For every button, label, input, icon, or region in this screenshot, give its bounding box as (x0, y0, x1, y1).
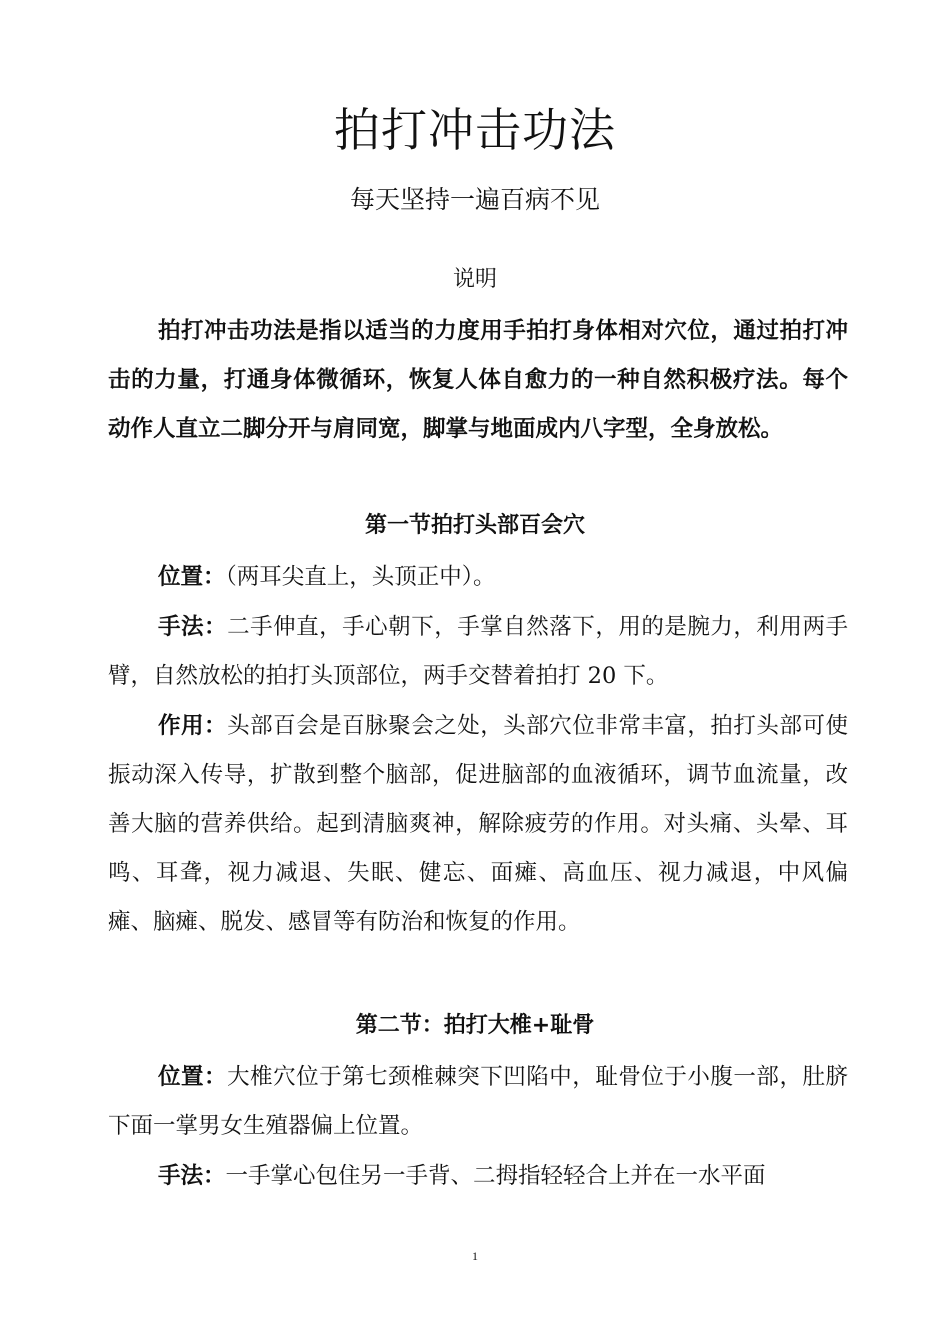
method-label: 手法： (158, 1163, 226, 1189)
position-label: 位置： (158, 564, 226, 590)
page-number: 1 (472, 1249, 478, 1263)
intro-paragraph: 拍打冲击功法是指以适当的力度用手拍打身体相对穴位，通过拍打冲击的力量，打通身体微循环，恢复人体自愈力的一种自然积极疗法。每个动作人直立二脚分开与肩同宽，脚掌与地面成内八字型，全身放松。 (108, 318, 848, 442)
document-subtitle: 每天坚持一遍百病不见 (349, 185, 600, 214)
method-text: 二手伸直，手心朝下，手掌自然落下，用的是腕力，利用两手臂，自然放松的拍打头顶部位，两手交替着拍打 20 下。 (108, 614, 848, 689)
effect-label: 作用： (158, 713, 228, 739)
document-title: 拍打冲击功法 (334, 103, 616, 157)
section1-method-paragraph (108, 603, 848, 701)
position-text: （两耳尖直上，头顶正中）。 (225, 564, 496, 590)
section2-heading: 第二节：拍打大椎+耻骨 (355, 1013, 595, 1038)
position-label: 位置： (158, 1064, 228, 1090)
section2-method-paragraph (108, 1152, 848, 1201)
section2-position-paragraph (108, 1053, 848, 1151)
section1-heading: 第一节拍打头部百会穴 (364, 513, 585, 538)
section1-position-paragraph (108, 553, 848, 602)
section1-effect-paragraph (108, 702, 848, 947)
method-label: 手法： (158, 614, 228, 640)
effect-text: 头部百会是百脉聚会之处，头部穴位非常丰富，拍打头部可使振动深入传导，扩散到整个脑部，促进脑部的血液循环，调节血流量，改善大脑的营养供给。起到清脑爽神，解除疲劳的作用。对头痛、头晕、耳鸣、耳聋，视力减退、失眠、健忘、面瘫、高血压、视力减退，中风偏瘫、脑瘫、脱发、感冒等有防治和恢复的作用。 (108, 713, 848, 935)
intro-heading: 说明 (452, 267, 497, 292)
position-text: 大椎穴位于第七颈椎棘突下凹陷中，耻骨位于小腹一部，肚脐下面一掌男女生殖器偏上位置。 (108, 1064, 848, 1139)
method-text: 一手掌心包住另一手背、二拇指轻轻合上并在一水平面 (225, 1163, 766, 1189)
